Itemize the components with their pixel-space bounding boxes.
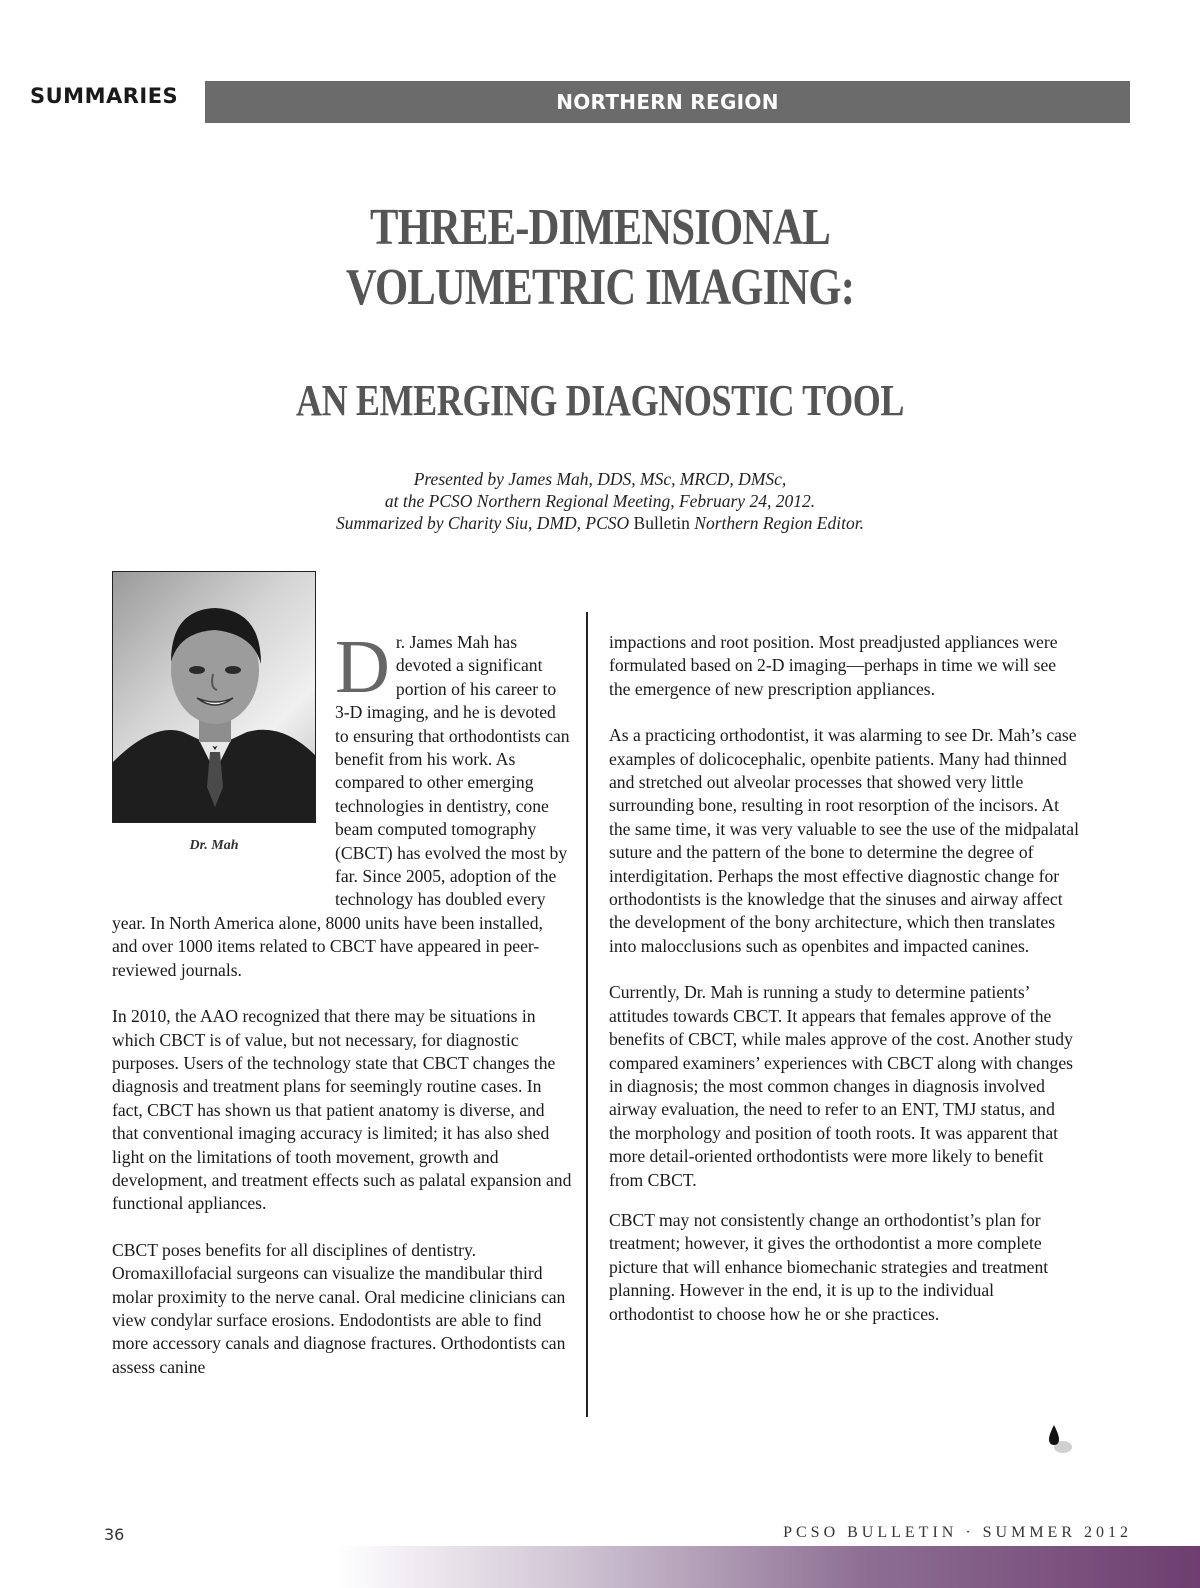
right-column [609,631,1079,1326]
footer-gradient-band [0,1546,1200,1588]
left-column [112,625,572,1379]
paragraph-3: CBCT poses benefits for all disciplines of dentistry. Oromaxillofacial surgeons can visualize the mandibular third molar proximity to the nerve canal. Oral medicine clinicians can view condylar surface erosions. Endodontists are able to find more accessory canals and diagnose fractures. Orthodontists can assess canine [112,1239,566,1377]
paragraph-5: As a practicing orthodontist, it was alarming to see Dr. Mah’s case examples of dolicocephalic, openbite patients. Many had thinned and stretched out alveolar processes that showed very little surrounding bone, resulting in root resorption of the incisors. At the same time, it was very valuable to see the use of the midpalatal suture and the pattern of the bone to determine the degree of interdigitation. Perhaps the most effective diagnostic change for orthodontists is the knowledge that the sinuses and airway affect the development of the bony architecture, which then translates into malocclusions such as openbites and impacted canines. [609,725,1079,956]
credit-summarizer: Summarized by Charity Siu, DMD, PCSO [336,513,630,533]
title-line-2: VOLUMETRIC IMAGING: [345,259,855,316]
title-line-1: THREE-DIMENSIONAL [370,199,830,256]
article-subtitle: AN EMERGING DIAGNOSTIC TOOL [295,376,905,425]
photo-caption: Dr. Mah [189,838,239,853]
paragraph-2: In 2010, the AAO recognized that there may be situations in which CBCT is of value, but not necessary, for diagnostic purposes. Users of the technology state that CBCT changes the diagnosis and treatment plans for seemingly routine cases. In fact, CBCT has shown us that patient anatomy is diverse, and that conventional imaging accuracy is limited; it has also shed light on the limitations of tooth movement, growth and development, and treatment effects such as palatal expansion and functional appliances. [112,1006,572,1214]
paragraph-7: CBCT may not consistently change an orthodontist’s plan for treatment; however, it gives the orthodontist a more complete picture that will enhance biomechanic strategies and treatment planning. However in the end, it is up to the individual orthodontist to choose how he or she practices. [609,1209,1049,1324]
column-divider [586,612,588,1417]
paragraph-1-text: r. James Mah has devoted a significant portion of his career to 3-D imaging, and he is devoted to ensuring that orthodontists can benefit from his work. As compared to other emerging technologies in dentistry, cone beam computed tomography (CBCT) has evolved the most by far. Since 2005, adoption of the technology has doubled every year. In North America alone, 8000 units have been installed, and over 1000 items related to CBCT have appeared in peer-reviewed journals. [112,632,570,980]
region-banner [205,81,1130,123]
region-label: NORTHERN REGION [556,90,779,114]
paragraph-6: Currently, Dr. Mah is running a study to determine patients’ attitudes towards CBCT. It appears that females approve of the benefits of CBCT, while males approve of the cost. Another study compared examiners’ experiences with CBCT along with changes in diagnosis; the most common changes in diagnosis involved airway evaluation, the need to refer to an ENT, TMJ status, and the morphology and position of tooth roots. It was apparent that more detail-oriented orthodontists were more likely to benefit from CBCT. [609,982,1073,1190]
credit-line-1: Presented by James Mah, DDS, MSc, MRCD, DMSc, [413,469,787,489]
section-label: SUMMARIES [30,84,179,108]
drop-cap: D [335,625,390,709]
photo-spacer [112,631,335,891]
article-title [272,198,928,318]
credit-line-2: at the PCSO Northern Regional Meeting, February 24, 2012. [384,491,816,511]
publication-footer: PCSO BULLETIN · SUMMER 2012 [783,1524,1132,1541]
paragraph-4: impactions and root position. Most preadjusted appliances were formulated based on 2-D imaging—perhaps in time we will see the emergence of new prescription appliances. [609,632,1058,699]
article-credits [250,468,950,534]
credit-bulletin: Bulletin [633,513,690,533]
credit-line-3 [250,512,950,534]
credit-editor: Northern Region Editor. [694,513,864,533]
page-number: 36 [104,1525,125,1544]
end-mark-icon [1045,1423,1075,1457]
